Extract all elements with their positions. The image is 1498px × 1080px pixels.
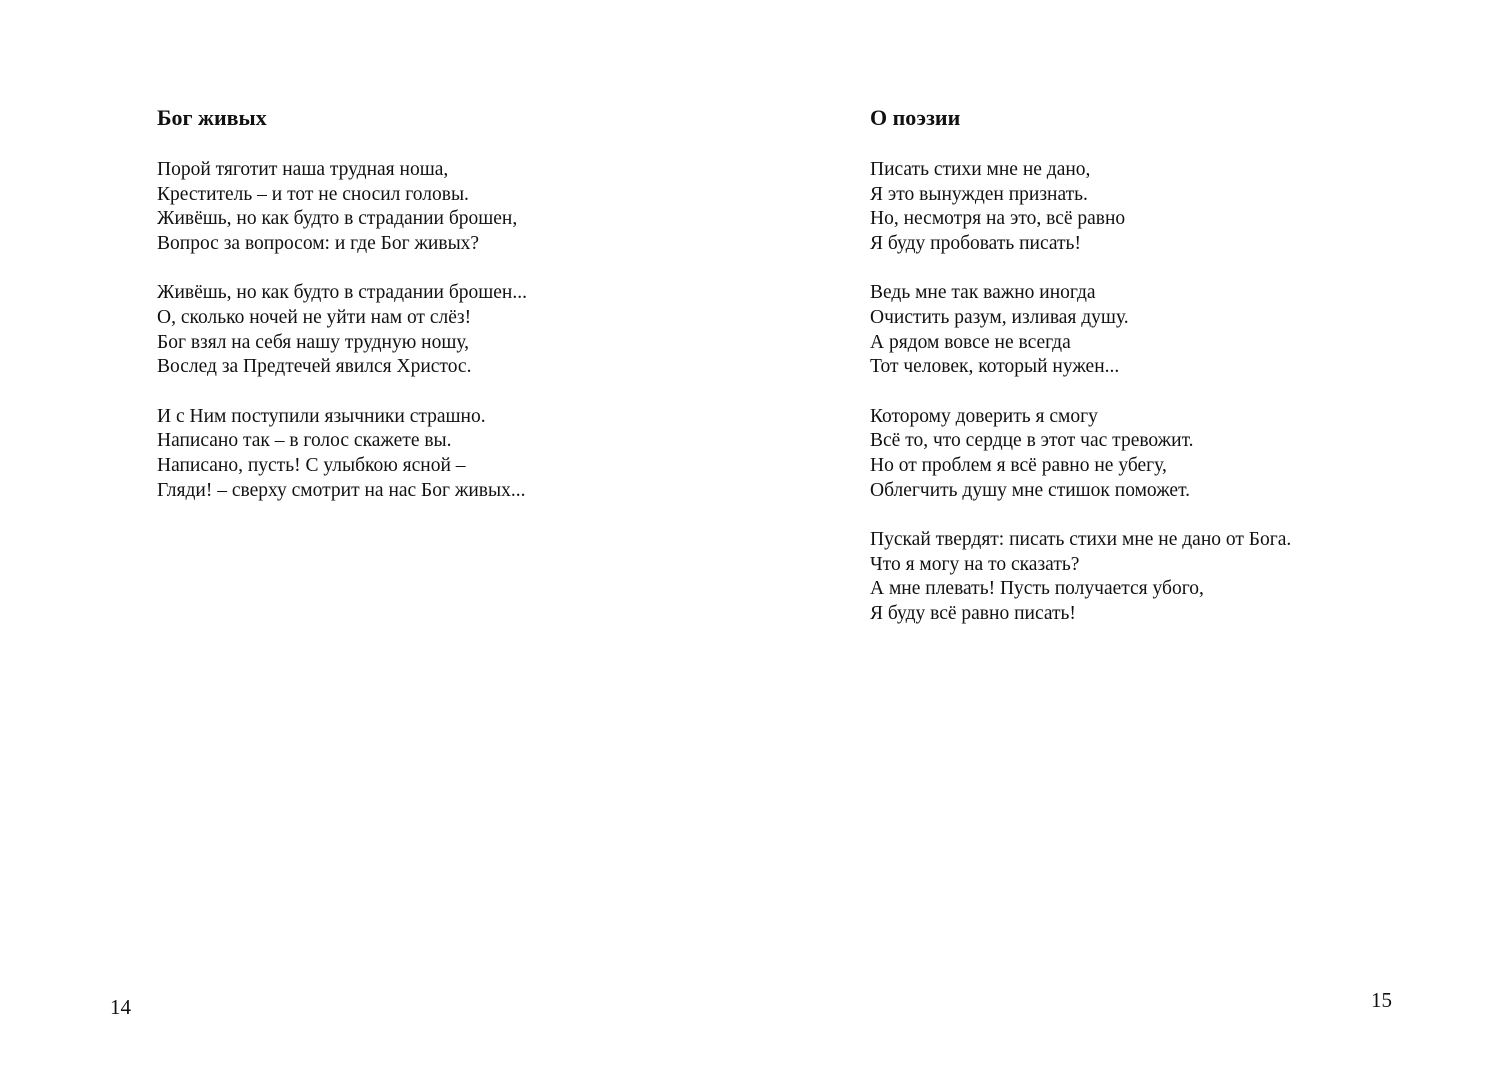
poem-line: Писать стихи мне не дано, xyxy=(870,159,1091,180)
poem-line: Очистить разум, изливая душу. xyxy=(870,306,1129,328)
poem-line: И с Ним поступили язычники страшно. xyxy=(157,405,486,427)
stanza xyxy=(157,158,527,256)
poem-line: Живёшь, но как будто в страдании брошен, xyxy=(157,208,518,230)
poem-line: Вослед за Предтечей явился Христос. xyxy=(157,356,472,378)
right-page xyxy=(749,0,1498,1080)
stanza xyxy=(870,405,1291,503)
poem-line: Вопрос за вопросом: и где Бог живых? xyxy=(157,232,480,254)
poem-line: А мне плевать! Пусть получается убого, xyxy=(870,578,1204,600)
stanza xyxy=(870,158,1291,256)
stanza xyxy=(870,281,1291,379)
poem-line: Написано, пусть! С улыбкою ясной – xyxy=(157,454,466,476)
poem-line: О, сколько ночей не уйти нам от слёз! xyxy=(157,306,472,328)
poem-line: Что я могу на то сказать? xyxy=(870,553,1080,575)
poem-title: Бог живых xyxy=(157,105,267,130)
poem-line: Я буду пробовать писать! xyxy=(870,232,1081,254)
poem-line: Живёшь, но как будто в страдании брошен... xyxy=(157,282,527,304)
poem-line: А рядом вовсе не всегда xyxy=(870,331,1071,353)
poem-line: Всё то, что сердце в этот час тревожит. xyxy=(870,430,1194,452)
poem-line: Ведь мне так важно иногда xyxy=(870,282,1096,304)
poem-line: Облегчить душу мне стишок поможет. xyxy=(870,479,1190,501)
stanza xyxy=(870,528,1291,626)
poem-title: О поэзии xyxy=(870,105,961,130)
poem-line: Я это вынужден признать. xyxy=(870,183,1088,205)
poem-line: Но от проблем я всё равно не убегу, xyxy=(870,454,1167,476)
poem-line: Написано так – в голос скажете вы. xyxy=(157,430,452,452)
page-number: 14 xyxy=(110,995,131,1019)
poem-line: Креститель – и тот не сносил головы. xyxy=(157,183,469,205)
stanza xyxy=(157,281,527,379)
poem-line: Но, несмотря на это, всё равно xyxy=(870,208,1126,230)
poem-line: Бог взял на себя нашу трудную ношу, xyxy=(157,331,470,353)
poem-bog-zhivykh xyxy=(157,104,527,528)
poem-line: Порой тяготит наша трудная ноша, xyxy=(157,159,449,180)
poem-line: Я буду всё равно писать! xyxy=(870,602,1076,624)
poem-line: Которому доверить я смогу xyxy=(870,405,1098,427)
poem-line: Тот человек, который нужен... xyxy=(870,356,1120,378)
page-number: 15 xyxy=(1371,988,1392,1012)
poem-line: Гляди! – сверху смотрит на нас Бог живых... xyxy=(157,479,526,501)
poem-line: Пускай твердят: писать стихи мне не дано от Бога. xyxy=(870,529,1292,551)
poem-o-poezii xyxy=(870,104,1291,652)
stanza xyxy=(157,405,527,503)
